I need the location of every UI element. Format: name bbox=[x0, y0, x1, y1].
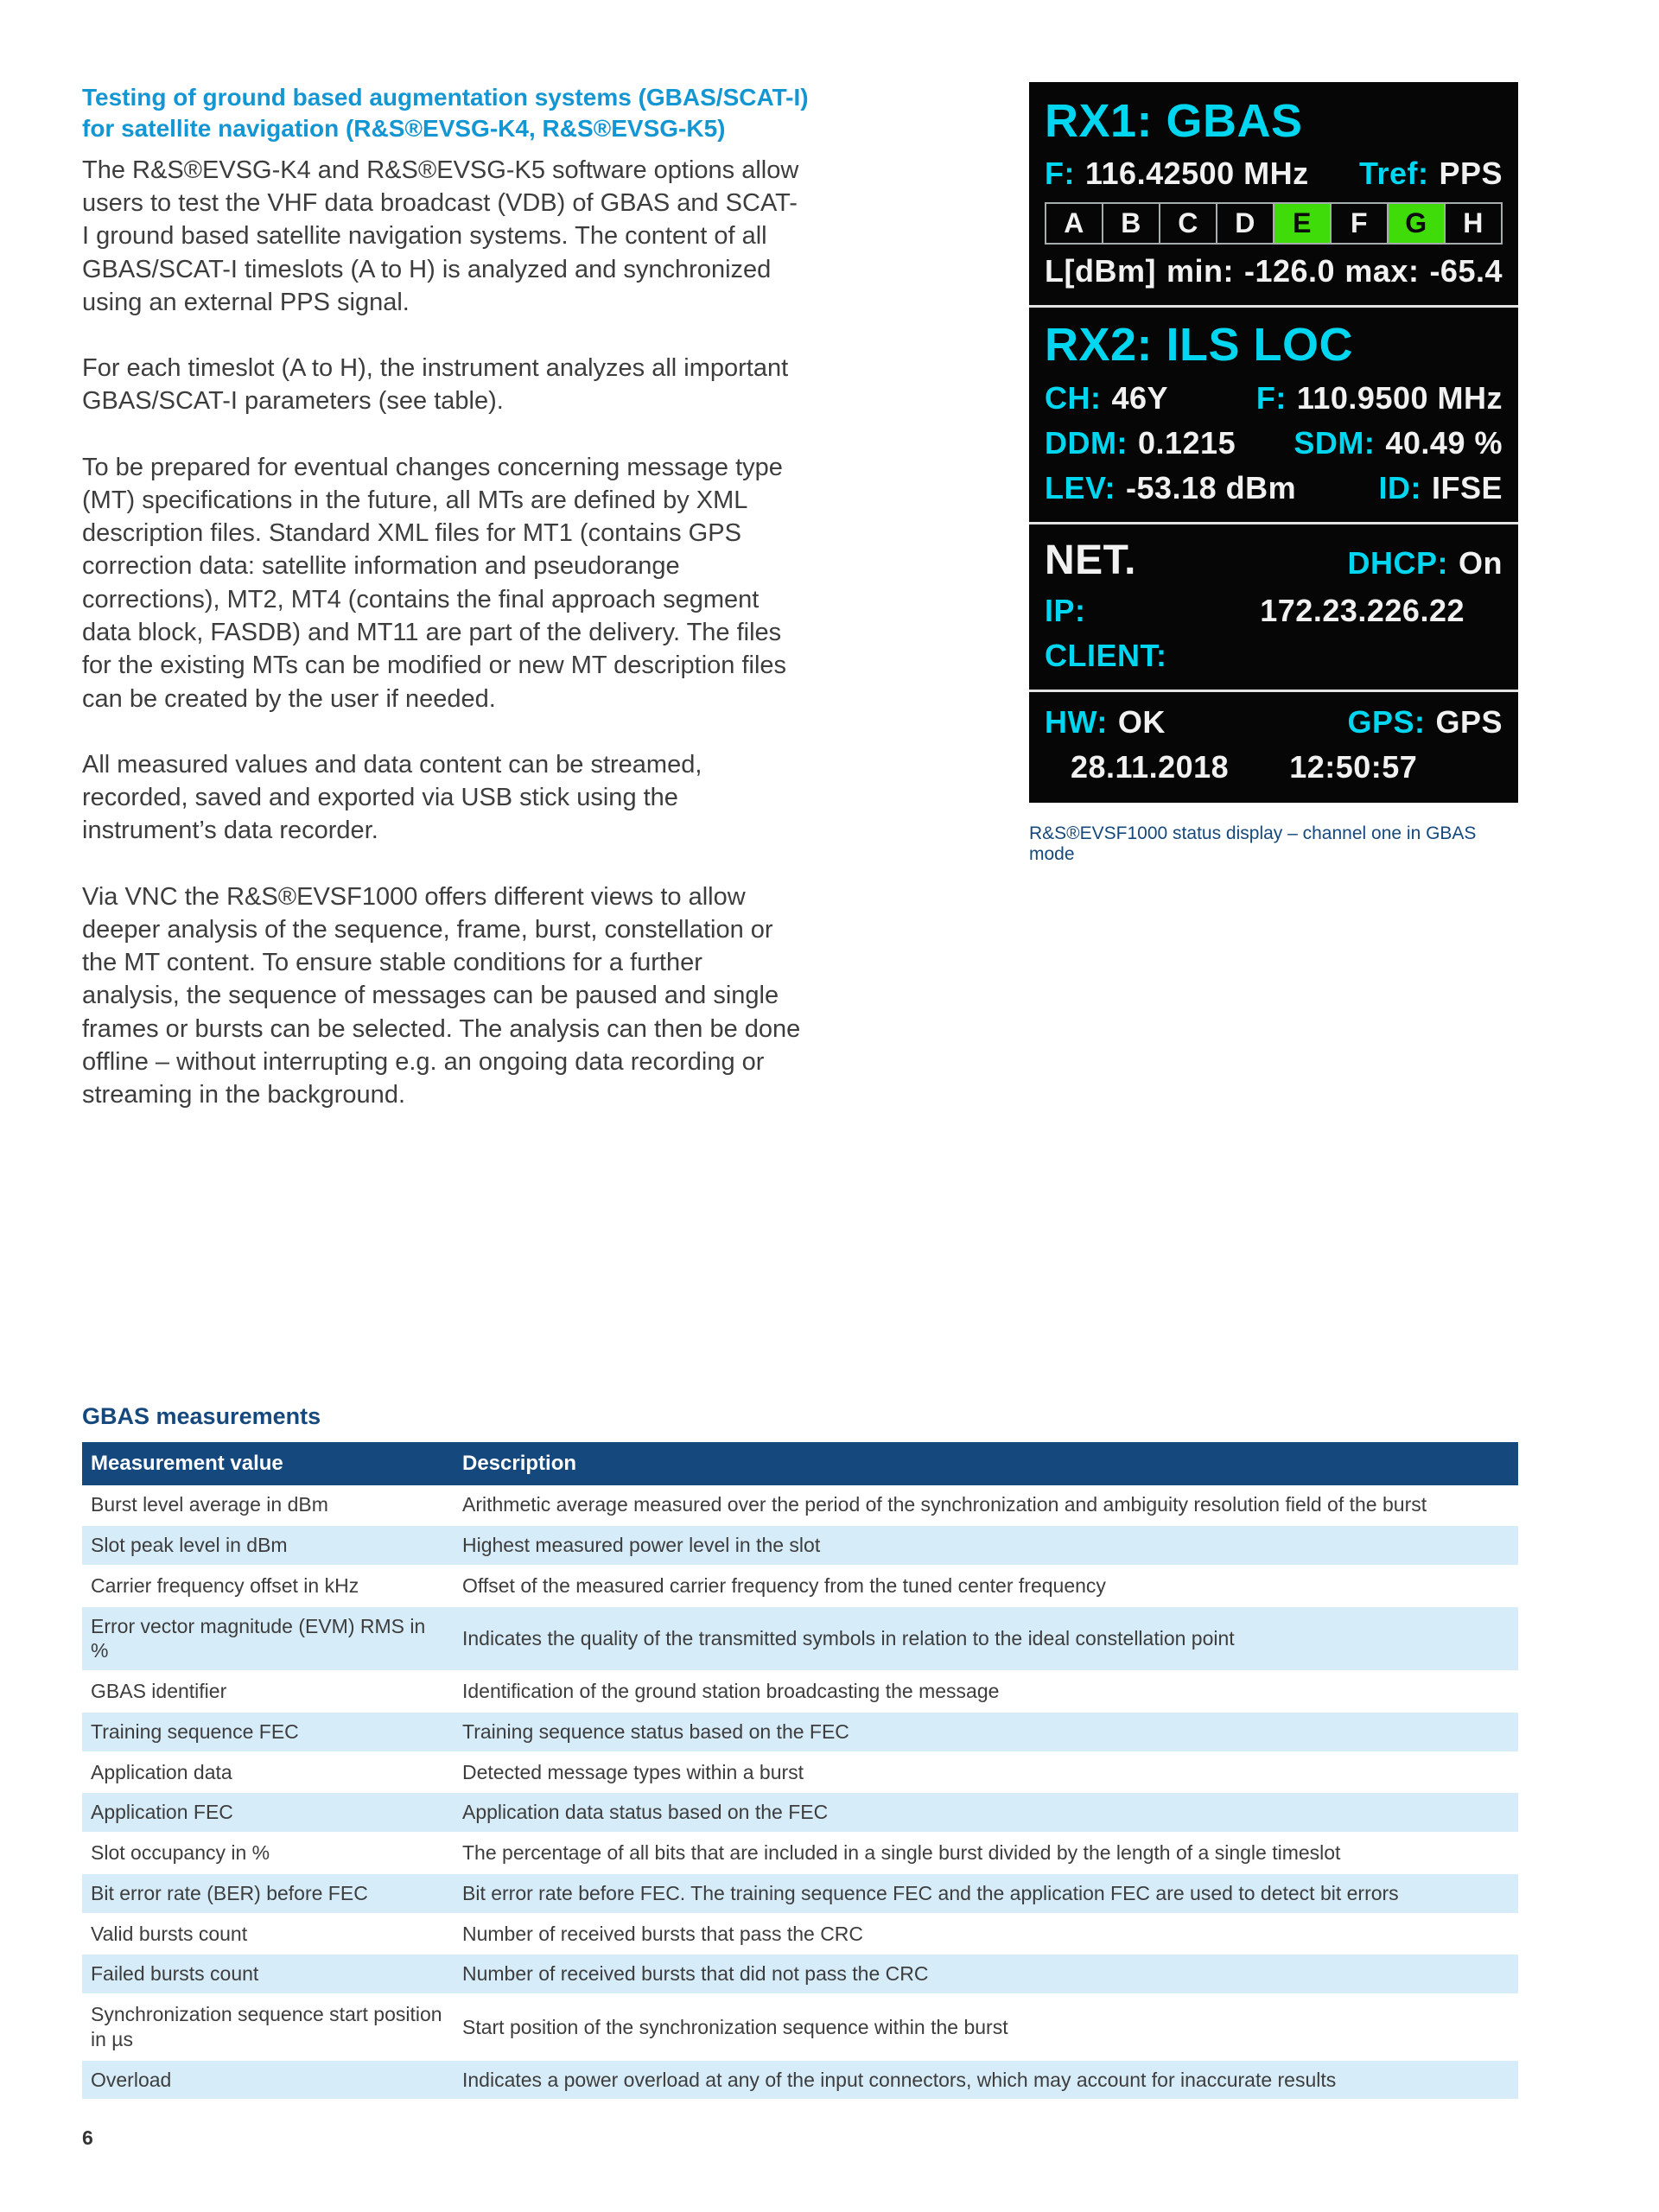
table-row bbox=[82, 1994, 1518, 2060]
rx1-frequency-row bbox=[1045, 156, 1503, 192]
description-cell: Arithmetic average measured over the period of the synchronization and ambiguity resolution field of the burst bbox=[454, 1485, 1518, 1525]
measurement-value-cell: Burst level average in dBm bbox=[82, 1485, 454, 1525]
rx2-ddm-row bbox=[1045, 425, 1503, 461]
description-cell: The percentage of all bits that are included in a single burst divided by the length of a single timeslot bbox=[454, 1833, 1518, 1873]
level-value: -53.18 dBm bbox=[1126, 469, 1297, 505]
ip-label: IP: bbox=[1045, 592, 1086, 628]
article-body bbox=[82, 154, 804, 1112]
description-cell: Identification of the ground station broadcasting the message bbox=[454, 1671, 1518, 1712]
tref-label: Tref: bbox=[1358, 156, 1429, 192]
table-row bbox=[82, 1792, 1518, 1833]
display-divider bbox=[1029, 522, 1518, 524]
article-paragraph: All measured values and data content can be streamed, recorded, saved and exported via USB stick using the instrument’s data recorder. bbox=[82, 750, 702, 845]
channel-value: 46Y bbox=[1111, 379, 1169, 416]
rx1-frequency bbox=[1045, 156, 1309, 192]
client-row bbox=[1045, 638, 1503, 674]
description-cell: Offset of the measured carrier frequency from the tuned center frequency bbox=[454, 1566, 1518, 1606]
figure-column bbox=[1029, 82, 1518, 865]
measurement-value-cell: Failed bursts count bbox=[82, 1954, 454, 1994]
measurement-value-cell: Slot occupancy in % bbox=[82, 1833, 454, 1873]
measurements-heading: GBAS measurements bbox=[82, 1403, 321, 1430]
rx2-channel-row bbox=[1045, 380, 1503, 416]
timeslot-b: B bbox=[1103, 204, 1160, 243]
ip-row bbox=[1045, 593, 1503, 629]
measurement-value-cell: Overload bbox=[82, 2060, 454, 2101]
page-number: 6 bbox=[82, 2126, 93, 2149]
channel-label: CH: bbox=[1045, 379, 1102, 416]
article-paragraph: For each timeslot (A to H), the instrument analyzes all important GBAS/SCAT-I parameters (see table). bbox=[82, 354, 789, 416]
net-section bbox=[1045, 537, 1503, 674]
id-label: ID: bbox=[1378, 469, 1421, 505]
rx1-level-row bbox=[1045, 253, 1503, 289]
description-cell: Number of received bursts that pass the CRC bbox=[454, 1914, 1518, 1955]
timeslot-e: E bbox=[1274, 204, 1332, 243]
description-cell: Number of received bursts that did not pass the CRC bbox=[454, 1954, 1518, 1994]
ddm-label: DDM: bbox=[1045, 424, 1128, 461]
rx2-frequency bbox=[1256, 380, 1503, 416]
rx2-id bbox=[1378, 470, 1503, 506]
timeslot-d: D bbox=[1217, 204, 1274, 243]
net-title: NET. bbox=[1045, 537, 1137, 583]
measurement-value-cell: Error vector magnitude (EVM) RMS in % bbox=[82, 1606, 454, 1672]
table-row bbox=[82, 1606, 1518, 1672]
ddm-value: 0.1215 bbox=[1137, 424, 1236, 461]
rx2-level bbox=[1045, 470, 1296, 506]
page-footer bbox=[82, 2126, 93, 2150]
gbas-measurements-table bbox=[82, 1442, 1518, 2101]
table-body bbox=[82, 1485, 1518, 2100]
measurement-value-cell: Valid bursts count bbox=[82, 1914, 454, 1955]
tref-value: PPS bbox=[1439, 156, 1503, 192]
max-label: max: bbox=[1344, 253, 1420, 289]
rx1-section bbox=[1045, 96, 1503, 289]
timeslot-f: F bbox=[1332, 204, 1389, 243]
display-divider bbox=[1029, 305, 1518, 308]
net-dhcp-row bbox=[1045, 537, 1503, 584]
article-paragraph: To be prepared for eventual changes concerning message type (MT) specifications in the future, all MTs are defined by XML description files. Standard XML files for MT1 (contains GPS correction data: satellite information and pseudorange corrections), MT2, MT4 (contains the final approach segment data block, FASDB) and MT11 are part of the delivery. The files for the existing MTs can be modified or new MT description files can be created by the user if needed. bbox=[82, 453, 787, 713]
min-value: -126.0 bbox=[1243, 253, 1336, 289]
rx2-sdm bbox=[1294, 425, 1503, 461]
description-cell: Indicates the quality of the transmitted symbols in relation to the ideal constellation point bbox=[454, 1606, 1518, 1672]
min-label: min: bbox=[1166, 253, 1234, 289]
measurements-section bbox=[82, 1403, 1518, 2101]
table-head bbox=[82, 1442, 1518, 1485]
timeslot-a: A bbox=[1046, 204, 1103, 243]
measurement-value-cell: Carrier frequency offset in kHz bbox=[82, 1566, 454, 1606]
timeslot-c: C bbox=[1160, 204, 1217, 243]
description-cell: Indicates a power overload at any of the input connectors, which may account for inaccurate results bbox=[454, 2060, 1518, 2101]
client-label: CLIENT: bbox=[1045, 637, 1167, 673]
article-paragraph: The R&S®EVSG-K4 and R&S®EVSG-K5 software options allow users to test the VHF data broadcast (VDB) of GBAS and SCAT-I ground based satellite navigation systems. The content of all GBAS/SCAT-I timeslots (A to H) is analyzed and synchronized using an external PPS signal. bbox=[82, 156, 799, 316]
description-cell: Application data status based on the FEC bbox=[454, 1792, 1518, 1833]
gps-label: GPS: bbox=[1347, 703, 1426, 740]
table-header-row bbox=[82, 1442, 1518, 1485]
sdm-label: SDM: bbox=[1294, 424, 1376, 461]
gps-status bbox=[1347, 704, 1503, 741]
table-row bbox=[82, 1914, 1518, 1955]
timeslot-grid bbox=[1045, 202, 1503, 245]
level-label: L[dBm] bbox=[1045, 253, 1156, 289]
frequency-label: F: bbox=[1045, 156, 1075, 192]
header-measurement-value: Measurement value bbox=[82, 1442, 454, 1485]
rx2-title: RX2: ILS LOC bbox=[1045, 319, 1354, 372]
measurement-value-cell: GBAS identifier bbox=[82, 1671, 454, 1712]
table-row bbox=[82, 1712, 1518, 1752]
timeslot-g: G bbox=[1389, 204, 1446, 243]
hw-section bbox=[1045, 704, 1503, 785]
table-row bbox=[82, 1671, 1518, 1712]
figure-caption: R&S®EVSF1000 status display – channel one in GBAS mode bbox=[1029, 823, 1477, 864]
sdm-value: 40.49 % bbox=[1385, 424, 1503, 461]
description-cell: Highest measured power level in the slot bbox=[454, 1525, 1518, 1566]
frequency-value: 116.42500 MHz bbox=[1084, 156, 1309, 192]
table-row bbox=[82, 1873, 1518, 1914]
measurement-value-cell: Synchronization sequence start position in µs bbox=[82, 1994, 454, 2060]
max-value: -65.4 bbox=[1429, 253, 1503, 289]
article-column bbox=[82, 82, 809, 1144]
table-row bbox=[82, 1954, 1518, 1994]
rx2-level-row bbox=[1045, 470, 1503, 506]
table-row bbox=[82, 2060, 1518, 2101]
rx1-title: RX1: GBAS bbox=[1045, 95, 1303, 147]
hw-gps-row bbox=[1045, 704, 1503, 741]
gps-value: GPS bbox=[1435, 703, 1503, 740]
datetime-row bbox=[1045, 749, 1503, 785]
timeslot-h: H bbox=[1463, 207, 1484, 239]
time-value: 12:50:57 bbox=[1289, 748, 1418, 785]
description-cell: Detected message types within a burst bbox=[454, 1752, 1518, 1793]
id-value: IFSE bbox=[1431, 469, 1503, 505]
measurement-value-cell: Slot peak level in dBm bbox=[82, 1525, 454, 1566]
frequency-label: F: bbox=[1255, 379, 1287, 416]
table-row bbox=[82, 1833, 1518, 1873]
rx1-level-min bbox=[1045, 253, 1335, 289]
rx2-channel bbox=[1045, 380, 1168, 416]
dhcp-value: On bbox=[1459, 544, 1503, 581]
hw-label: HW: bbox=[1045, 703, 1108, 740]
hw-value: OK bbox=[1117, 703, 1166, 740]
measurement-value-cell: Bit error rate (BER) before FEC bbox=[82, 1873, 454, 1914]
frequency-value: 110.9500 MHz bbox=[1296, 379, 1503, 416]
table-row bbox=[82, 1752, 1518, 1793]
ip-value: 172.23.226.22 bbox=[1260, 592, 1465, 628]
main-content bbox=[82, 82, 1518, 1144]
measurement-value-cell: Training sequence FEC bbox=[82, 1712, 454, 1752]
description-cell: Training sequence status based on the FEC bbox=[454, 1712, 1518, 1752]
table-row bbox=[82, 1525, 1518, 1566]
display-divider bbox=[1029, 690, 1518, 692]
measurement-value-cell: Application data bbox=[82, 1752, 454, 1793]
dhcp-label: DHCP: bbox=[1347, 544, 1448, 581]
level-label: LEV: bbox=[1045, 469, 1116, 505]
rx1-level-max bbox=[1344, 253, 1503, 289]
hw-status bbox=[1045, 704, 1166, 741]
dhcp bbox=[1348, 545, 1503, 582]
status-display bbox=[1029, 82, 1518, 803]
description-cell: Start position of the synchronization sequence within the burst bbox=[454, 1994, 1518, 2060]
article-heading: Testing of ground based augmentation systems (GBAS/SCAT-I) for satellite navigation (R&S®EVSG-K4, R&S®EVSG-K5) bbox=[82, 84, 809, 143]
description-cell: Bit error rate before FEC. The training sequence FEC and the application FEC are used to detect bit errors bbox=[454, 1873, 1518, 1914]
header-description: Description bbox=[454, 1442, 1518, 1485]
rx1-tref bbox=[1359, 156, 1503, 192]
rx2-ddm bbox=[1045, 425, 1236, 461]
table-row bbox=[82, 1485, 1518, 1525]
measurement-value-cell: Application FEC bbox=[82, 1792, 454, 1833]
table-row bbox=[82, 1566, 1518, 1606]
article-paragraph: Via VNC the R&S®EVSF1000 offers different views to allow deeper analysis of the sequence, frame, burst, constellation or the MT content. To ensure stable conditions for a further analysis, the sequence of messages can be paused and single frames or bursts can be selected. The analysis can then be done offline – without interrupting e.g. an ongoing data recording or streaming in the background. bbox=[82, 882, 801, 1109]
rx2-section bbox=[1045, 320, 1503, 505]
date-value: 28.11.2018 bbox=[1071, 748, 1230, 785]
